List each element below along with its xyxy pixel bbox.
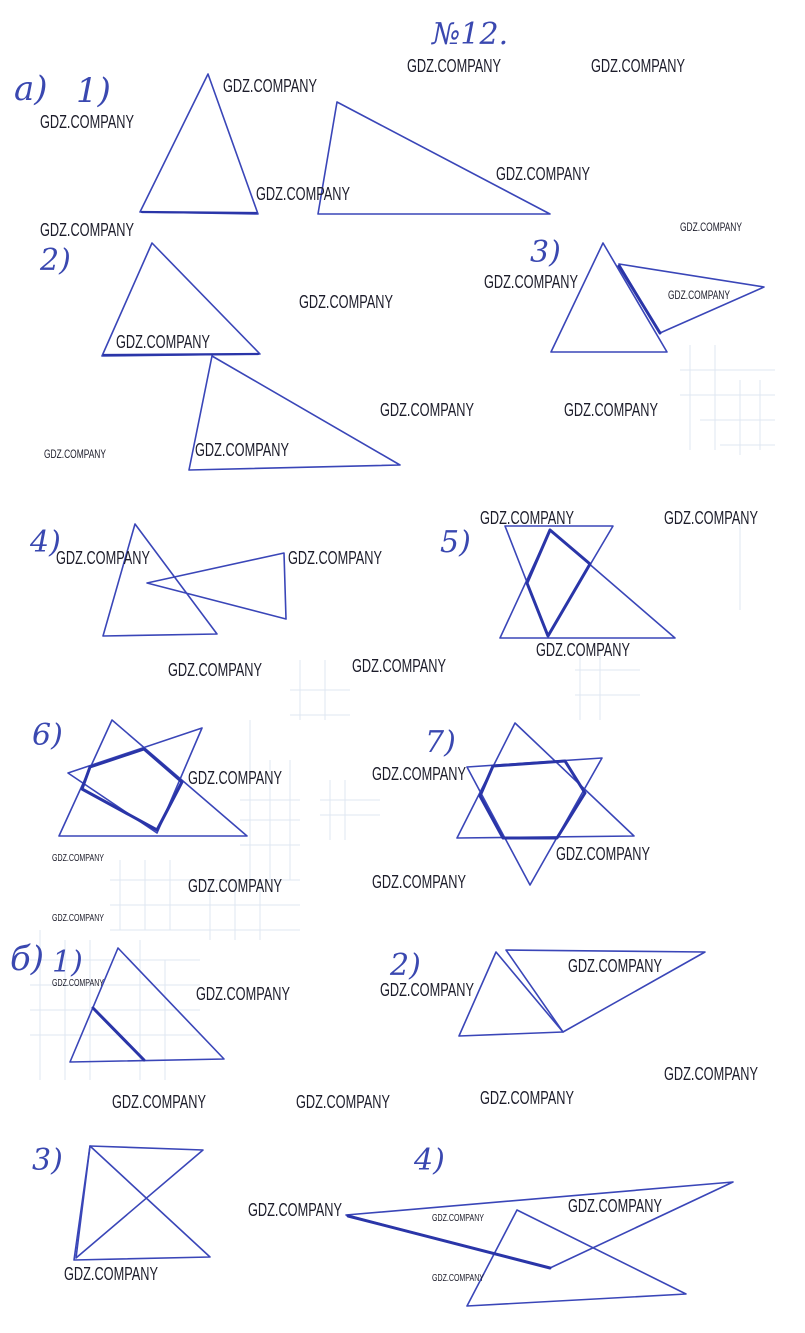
problem-number: №12. [432, 17, 509, 52]
watermark-text: GDZ.COMPANY [248, 1200, 342, 1220]
watermark-text: GDZ.COMPANY [564, 400, 658, 420]
watermark-text: GDZ.COMPANY [407, 56, 501, 76]
watermark-text: GDZ.COMPANY [288, 548, 382, 568]
watermark-text: GDZ.COMPANY [556, 844, 650, 864]
hexagon-a7-highlight [480, 761, 585, 838]
watermark-text: GDZ.COMPANY [195, 440, 289, 460]
triangle-b4-long [346, 1182, 733, 1268]
triangle-a3-left [551, 243, 667, 352]
watermark-text: GDZ.COMPANY [112, 1092, 206, 1112]
watermark-text: GDZ.COMPANY [168, 660, 262, 680]
section-label-b: б) [10, 939, 45, 979]
watermark-text: GDZ.COMPANY [536, 640, 630, 660]
watermark-text: GDZ.COMPANY [40, 220, 134, 240]
watermark-text: GDZ.COMPANY [188, 768, 282, 788]
watermark-text: GDZ.COMPANY [352, 656, 446, 676]
edge-a3-highlight [619, 266, 660, 333]
item-label-a7: 7) [425, 725, 456, 760]
triangle-b4-bottom [467, 1210, 686, 1306]
figure-a4 [103, 524, 286, 636]
watermark-text: GDZ.COMPANY [664, 508, 758, 528]
triangle-a1-right [318, 102, 550, 214]
watermark-text: GDZ.COMPANY [568, 1196, 662, 1216]
watermark-text: GDZ.COMPANY [223, 76, 317, 96]
figure-b1 [70, 948, 224, 1062]
overlap-a5-highlight [527, 530, 590, 636]
watermark-text: GDZ.COMPANY [480, 508, 574, 528]
overlap-a6-highlight [82, 749, 182, 830]
watermark-text: GDZ.COMPANY [680, 220, 742, 234]
section-label-a: а) [14, 69, 48, 109]
watermark-text: GDZ.COMPANY [372, 764, 466, 784]
watermark-text: GDZ.COMPANY [496, 164, 590, 184]
item-label-b3: 3) [32, 1143, 63, 1178]
watermark-text: GDZ.COMPANY [52, 853, 105, 864]
item-label-a2: 2) [40, 243, 71, 278]
item-label-a6: 6) [32, 718, 63, 753]
figure-b3 [74, 1146, 210, 1260]
watermark-text: GDZ.COMPANY [568, 956, 662, 976]
watermark-text: GDZ.COMPANY [380, 400, 474, 420]
watermark-text: GDZ.COMPANY [256, 184, 350, 204]
figure-a5 [500, 526, 675, 638]
edge-a2-shared [104, 354, 258, 355]
item-label-b1: 1) [52, 945, 83, 980]
triangle-b1 [70, 948, 224, 1062]
watermark-text: GDZ.COMPANY [52, 978, 105, 989]
watermark-text: GDZ.COMPANY [432, 1213, 485, 1224]
watermark-text: GDZ.COMPANY [372, 872, 466, 892]
watermark-text: GDZ.COMPANY [591, 56, 685, 76]
triangle-a4-right [147, 553, 286, 619]
watermark-text: GDZ.COMPANY [380, 980, 474, 1000]
item-label-a1: 1) [76, 71, 111, 111]
item-label-a4: 4) [30, 525, 61, 560]
watermark-layer [40, 56, 758, 1284]
item-label-a3: 3) [530, 235, 561, 270]
figure-a3 [551, 243, 764, 352]
watermark-text: GDZ.COMPANY [664, 1064, 758, 1084]
watermark-text: GDZ.COMPANY [484, 272, 578, 292]
watermark-text: GDZ.COMPANY [296, 1092, 390, 1112]
watermark-text: GDZ.COMPANY [56, 548, 150, 568]
item-label-a5: 5) [440, 525, 471, 560]
triangle-b3-top [76, 1146, 203, 1258]
watermark-text: GDZ.COMPANY [40, 112, 134, 132]
triangle-a7-upright [457, 723, 634, 838]
watermark-text: GDZ.COMPANY [44, 447, 106, 461]
watermark-text: GDZ.COMPANY [188, 876, 282, 896]
edge-a1-highlight [142, 212, 256, 213]
segment-b1-highlight [93, 1008, 144, 1060]
watermark-text: GDZ.COMPANY [64, 1264, 158, 1284]
watermark-text: GDZ.COMPANY [299, 292, 393, 312]
watermark-text: GDZ.COMPANY [668, 288, 730, 302]
figure-b4 [346, 1182, 733, 1306]
figure-a2 [102, 243, 400, 470]
triangle-b2-left [459, 952, 563, 1036]
watermark-text: GDZ.COMPANY [52, 913, 105, 924]
watermark-text: GDZ.COMPANY [116, 332, 210, 352]
watermark-text: GDZ.COMPANY [480, 1088, 574, 1108]
item-label-b4: 4) [414, 1143, 445, 1178]
watermark-text: GDZ.COMPANY [196, 984, 290, 1004]
watermark-text: GDZ.COMPANY [432, 1273, 485, 1284]
item-label-b2: 2) [390, 948, 421, 983]
